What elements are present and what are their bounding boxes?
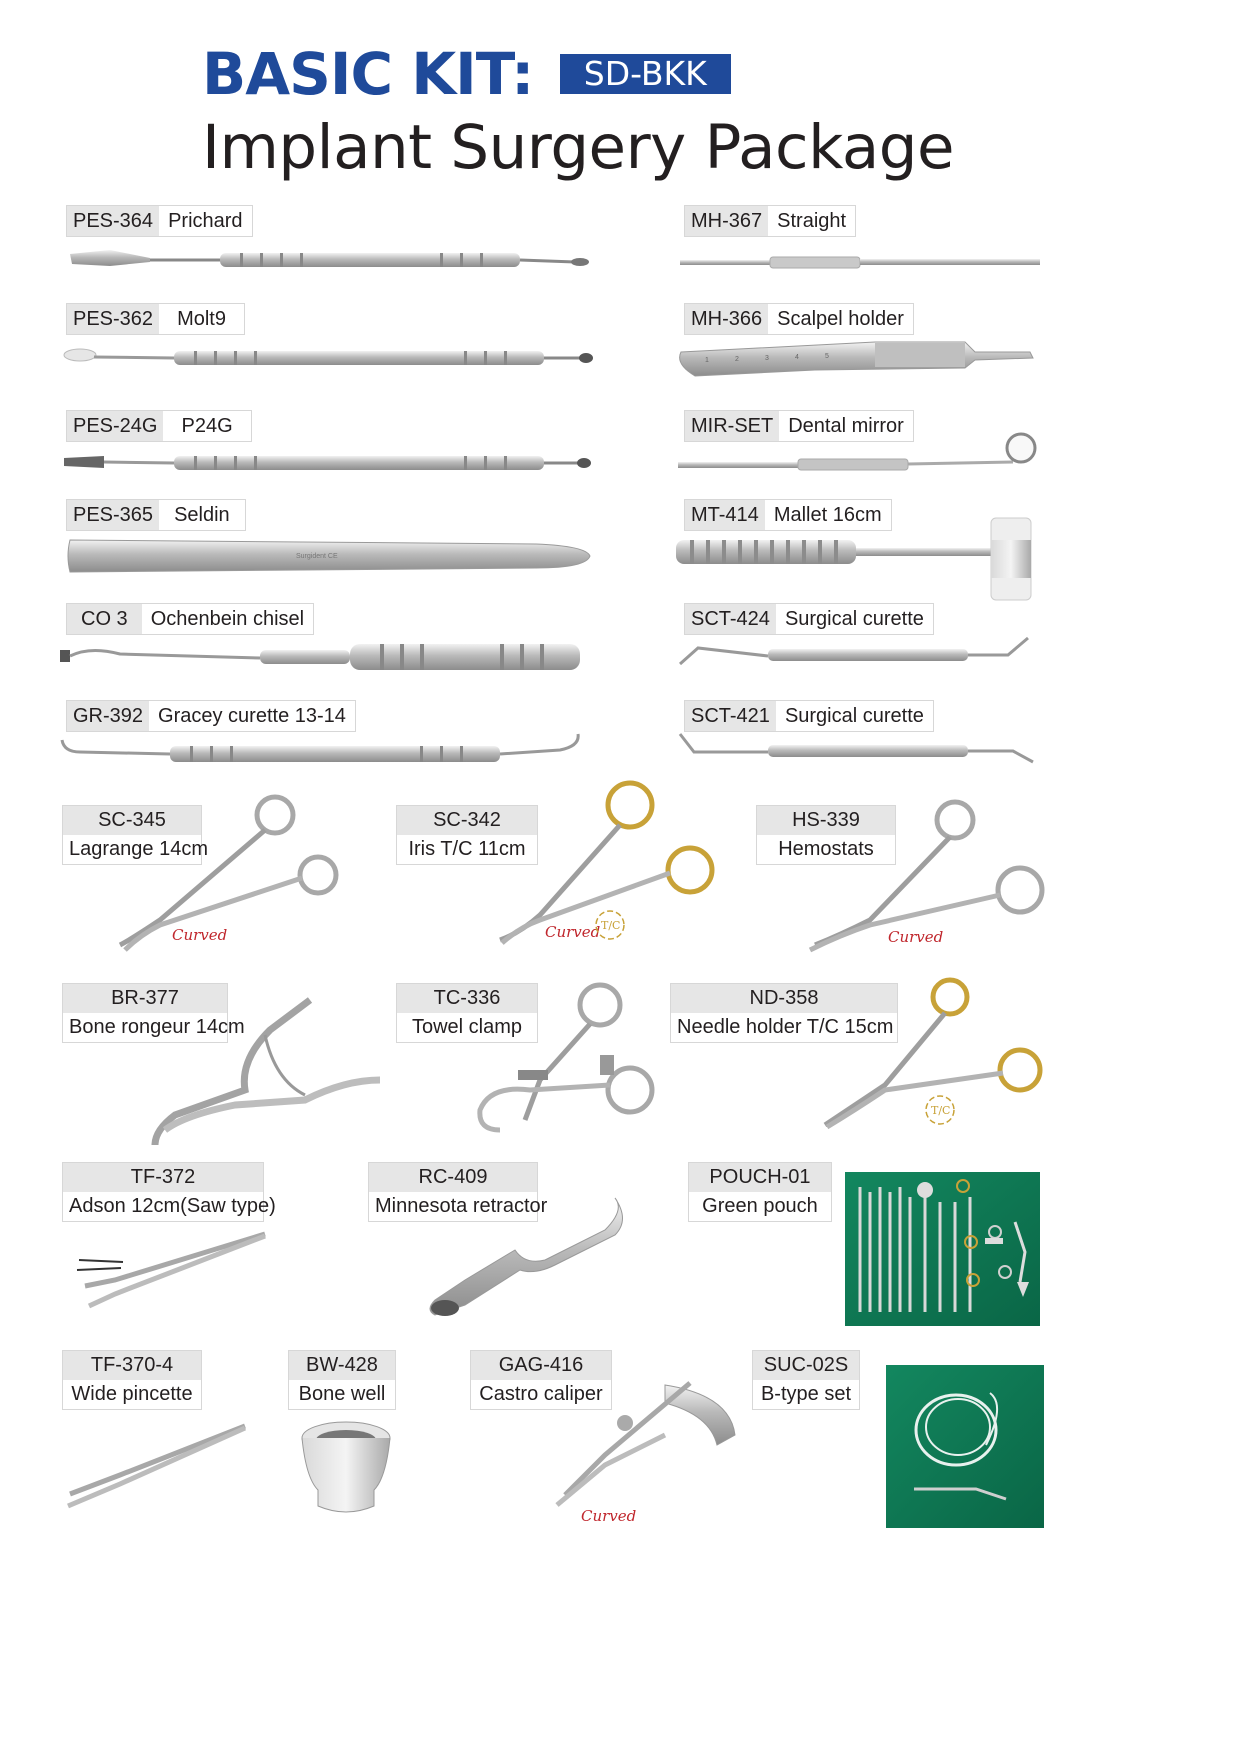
item-desc: Iris T/C 11cm	[397, 835, 537, 864]
item-code: PES-362	[67, 304, 159, 334]
tc-badge: T/C	[931, 1104, 951, 1117]
item-desc: Needle holder T/C 15cm	[671, 1013, 897, 1042]
ochenbein-chisel-instrument	[60, 636, 595, 676]
svg-text:4: 4	[795, 354, 799, 361]
lagrange-scissors-image	[100, 790, 360, 960]
bone-rongeur-image	[145, 990, 390, 1150]
item-code: SUC-02S	[753, 1351, 859, 1380]
tc-badge: T/C	[601, 919, 621, 932]
hemostats-image	[800, 795, 1055, 955]
p24g-instrument	[64, 448, 594, 478]
needle-holder-image	[815, 975, 1050, 1135]
item-code: CO 3	[67, 604, 142, 634]
item-code: GAG-416	[471, 1351, 611, 1380]
towel-clamp-image	[470, 980, 660, 1140]
bone-well-image	[300, 1418, 395, 1518]
mallet-instrument	[676, 518, 1046, 604]
item-label	[62, 1162, 276, 1222]
item-desc: Surgical curette	[776, 604, 933, 634]
item-label	[66, 410, 252, 442]
curved-badge: Curved	[545, 923, 601, 941]
svg-text:1: 1	[705, 357, 709, 364]
dental-mirror-instrument	[678, 428, 1043, 484]
adson-forceps-image	[75, 1230, 270, 1310]
svg-text:2: 2	[735, 356, 739, 363]
page-title	[202, 40, 731, 108]
item-desc: Molt9	[159, 304, 244, 334]
item-code: TC-336	[397, 984, 537, 1013]
item-label	[66, 603, 314, 635]
gracey-curette-instrument	[60, 734, 595, 774]
item-desc: Hemostats	[757, 835, 895, 864]
item-label	[66, 700, 356, 732]
item-code: SC-342	[397, 806, 537, 835]
item-label	[684, 205, 856, 237]
item-desc: B-type set	[753, 1380, 859, 1409]
seldin-instrument	[66, 534, 596, 578]
svg-text:Surgident CE: Surgident CE	[296, 553, 338, 560]
item-code: ND-358	[671, 984, 897, 1013]
kit-code-badge: SD-BKK	[560, 54, 731, 94]
item-code: HS-339	[757, 806, 895, 835]
curved-badge: Curved	[581, 1507, 637, 1525]
item-label	[688, 1162, 832, 1222]
item-desc: P24G	[163, 411, 250, 441]
item-code: SC-345	[63, 806, 201, 835]
item-code: PES-24G	[67, 411, 163, 441]
item-desc: Towel clamp	[397, 1013, 537, 1042]
molt9-instrument	[64, 343, 594, 373]
item-code: BW-428	[289, 1351, 395, 1380]
item-label	[66, 499, 246, 531]
item-label	[66, 205, 253, 237]
item-code: SCT-424	[685, 604, 776, 634]
item-desc: Wide pincette	[63, 1380, 201, 1409]
item-code: MH-367	[685, 206, 768, 236]
straight-handle-instrument	[680, 252, 1050, 272]
item-code: SCT-421	[685, 701, 776, 731]
curved-badge: Curved	[888, 928, 944, 946]
item-code: MT-414	[685, 500, 765, 530]
item-desc: Adson 12cm(Saw type)	[63, 1192, 263, 1221]
item-desc: Mallet 16cm	[765, 500, 891, 530]
item-code: TF-372	[63, 1163, 263, 1192]
wide-pincette-image	[60, 1420, 250, 1510]
item-desc: Prichard	[159, 206, 251, 236]
item-desc: Bone rongeur 14cm	[63, 1013, 227, 1042]
minnesota-retractor-image	[425, 1190, 630, 1325]
item-code: POUCH-01	[689, 1163, 831, 1192]
item-code: PES-364	[67, 206, 159, 236]
page-subtitle: Implant Surgery Package	[202, 112, 954, 183]
item-label	[288, 1350, 396, 1410]
green-pouch-image	[845, 1172, 1045, 1328]
castro-caliper-image	[545, 1375, 750, 1535]
item-desc: Seldin	[159, 500, 245, 530]
item-code: TF-370-4	[63, 1351, 201, 1380]
item-code: RC-409	[369, 1163, 537, 1192]
item-desc: Green pouch	[689, 1192, 831, 1221]
scalpel-holder-instrument	[675, 334, 1040, 378]
item-label	[684, 303, 914, 335]
item-code: PES-365	[67, 500, 159, 530]
item-code: BR-377	[63, 984, 227, 1013]
item-desc: Ochenbein chisel	[142, 604, 313, 634]
item-code: GR-392	[67, 701, 149, 731]
item-desc: Dental mirror	[779, 411, 913, 441]
item-code: MH-366	[685, 304, 768, 334]
curved-badge: Curved	[172, 926, 228, 944]
item-desc: Minnesota retractor	[369, 1192, 537, 1221]
item-code: MIR-SET	[685, 411, 779, 441]
svg-text:3: 3	[765, 355, 769, 362]
suction-b-type-set-image	[886, 1365, 1046, 1530]
surgical-curette-424-instrument	[678, 634, 1043, 670]
kit-title: BASIC KIT:	[202, 40, 534, 108]
iris-scissors-image	[480, 775, 740, 950]
item-desc: Surgical curette	[776, 701, 933, 731]
surgical-curette-421-instrument	[678, 730, 1043, 770]
item-desc: Scalpel holder	[768, 304, 913, 334]
item-label	[62, 1350, 202, 1410]
svg-text:5: 5	[825, 353, 829, 360]
item-label	[684, 603, 934, 635]
item-desc: Lagrange 14cm	[63, 835, 201, 864]
item-desc: Castro caliper	[471, 1380, 611, 1409]
prichard-instrument	[70, 244, 590, 284]
item-label	[752, 1350, 860, 1410]
item-desc: Gracey curette 13-14	[149, 701, 355, 731]
item-desc: Straight	[768, 206, 855, 236]
item-desc: Bone well	[289, 1380, 395, 1409]
item-label	[66, 303, 245, 335]
item-label	[684, 700, 934, 732]
